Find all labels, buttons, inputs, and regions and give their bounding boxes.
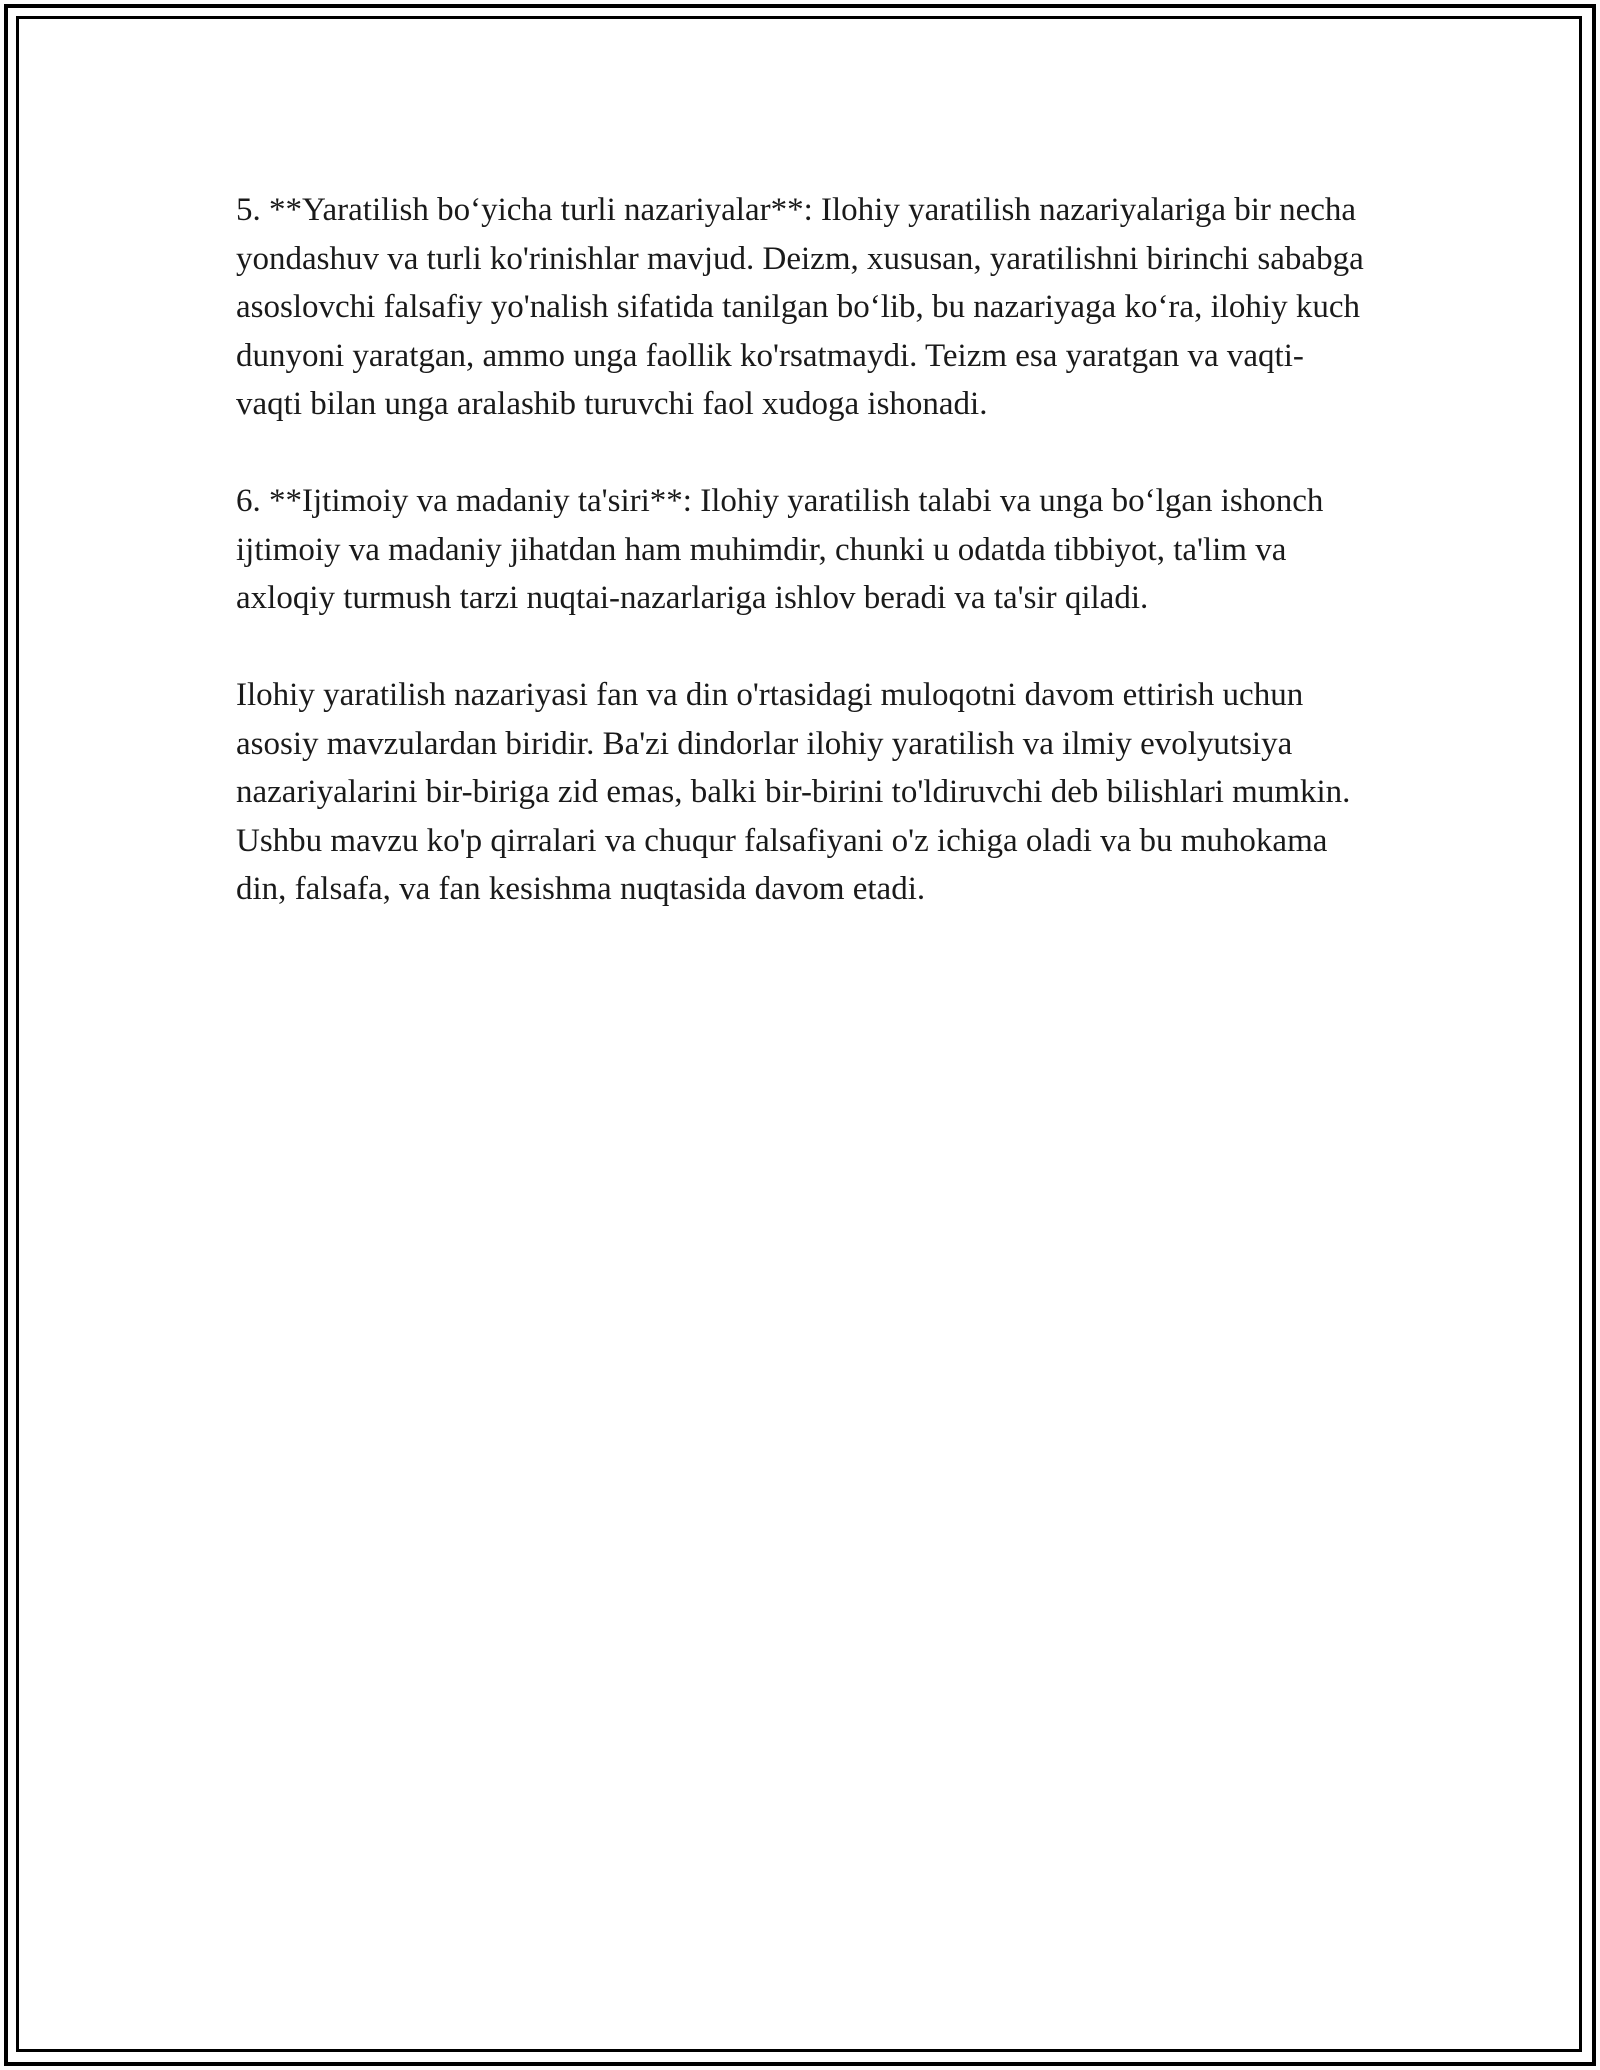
paragraph-theories-of-creation: 5. **Yaratilish bo‘yicha turli nazariyalar**: Ilohiy yaratilish nazariyalariga bir necha yondashuv va turli ko'rinishlar mavjud. Deizm, xususan, yaratilishni birinchi sababga asoslovchi falsafiy yo'nalish sifatida tanilgan bo‘lib, bu nazariyaga ko‘ra, ilohiy kuch dunyoni yaratgan, ammo unga faollik ko'rsatmaydi. Teizm esa yaratgan va vaqti-vaqti bilan unga aralashib turuvchi faol xudoga ishonadi. — [236, 192, 1364, 422]
paragraph-social-cultural-impact: 6. **Ijtimoiy va madaniy ta'siri**: Ilohiy yaratilish talabi va unga bo‘lgan ishonch ijtimoiy va madaniy jihatdan ham muhimdir, chunki u odatda tibbiyot, ta'lim va axloqiy turmush tarzi nuqtai-nazarlariga ishlov beradi va ta'sir qiladi. — [236, 483, 1324, 616]
paragraph-conclusion: Ilohiy yaratilish nazariyasi fan va din o'rtasidagi muloqotni davom ettirish uchun asosiy mavzulardan biridir. Ba'zi dindorlar ilohiy yaratilish va ilmiy evolyutsiya nazariyalarini bir-biriga zid emas, balki bir-birini to'ldiruvchi deb bilishlari mumkin. Ushbu mavzu ko'p qirralari va chuqur falsafiyani o'z ichiga oladi va bu muhokama din, falsafa, va fan kesishma nuqtasida davom etadi. — [236, 677, 1351, 907]
document-body — [236, 186, 1366, 962]
